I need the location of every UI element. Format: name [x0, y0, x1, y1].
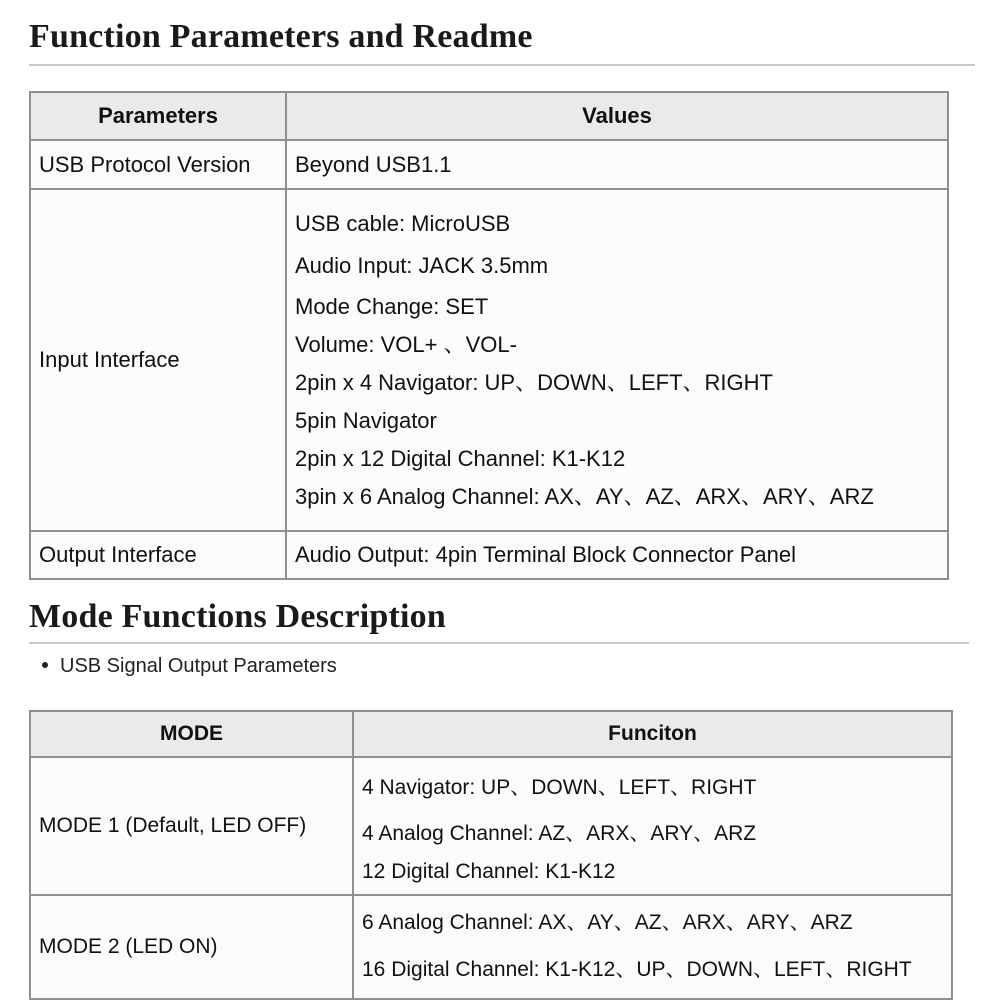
function-line: 12 Digital Channel: K1-K12	[362, 860, 616, 883]
table-header-row	[30, 92, 948, 140]
value-line: Audio Input: JACK 3.5mm	[295, 253, 549, 278]
section-divider	[29, 642, 969, 644]
table-row	[30, 757, 952, 895]
value-line: 5pin Navigator	[295, 408, 437, 433]
bullet-item	[42, 655, 337, 678]
function-line: 6 Analog Channel: AX、AY、AZ、ARX、ARY、ARZ	[362, 911, 853, 934]
value-line: 3pin x 6 Analog Channel: AX、AY、AZ、ARX、ARY、ARZ	[295, 484, 874, 509]
function-line: 4 Analog Channel: AZ、ARX、ARY、ARZ	[362, 822, 757, 845]
value-cell	[286, 189, 948, 531]
function-line: 4 Navigator: UP、DOWN、LEFT、RIGHT	[362, 776, 757, 799]
table-header-row	[30, 711, 952, 757]
value-line: Volume: VOL+ 、VOL-	[295, 332, 517, 357]
function-line: 16 Digital Channel: K1-K12、UP、DOWN、LEFT、RIGHT	[362, 958, 912, 981]
value-line: USB cable: MicroUSB	[295, 211, 511, 236]
table-row	[30, 189, 948, 531]
param-cell: USB Protocol Version	[30, 140, 286, 189]
value-cell: Beyond USB1.1	[286, 140, 948, 189]
section-title-function-parameters: Function Parameters and Readme	[29, 18, 533, 55]
value-line: 2pin x 12 Digital Channel: K1-K12	[295, 446, 626, 471]
bullet-icon	[42, 662, 48, 668]
section-title-mode-functions: Mode Functions Description	[29, 598, 446, 635]
table-row	[30, 895, 952, 999]
value-line: 2pin x 4 Navigator: UP、DOWN、LEFT、RIGHT	[295, 370, 773, 395]
function-cell	[353, 895, 952, 999]
value-cell: Audio Output: 4pin Terminal Block Connector Panel	[286, 531, 948, 579]
param-cell: Input Interface	[30, 189, 286, 531]
param-cell: Output Interface	[30, 531, 286, 579]
column-header-values: Values	[286, 92, 948, 140]
table-row	[30, 531, 948, 579]
table-row	[30, 140, 948, 189]
parameters-table	[29, 91, 949, 580]
bullet-text: USB Signal Output Parameters	[60, 655, 337, 677]
mode-cell: MODE 1 (Default, LED OFF)	[30, 757, 353, 895]
value-line: Mode Change: SET	[295, 294, 489, 319]
column-header-function: Funciton	[353, 711, 952, 757]
column-header-mode: MODE	[30, 711, 353, 757]
mode-cell: MODE 2 (LED ON)	[30, 895, 353, 999]
function-cell	[353, 757, 952, 895]
mode-table	[29, 710, 953, 1000]
column-header-parameters: Parameters	[30, 92, 286, 140]
section-divider	[29, 64, 975, 66]
